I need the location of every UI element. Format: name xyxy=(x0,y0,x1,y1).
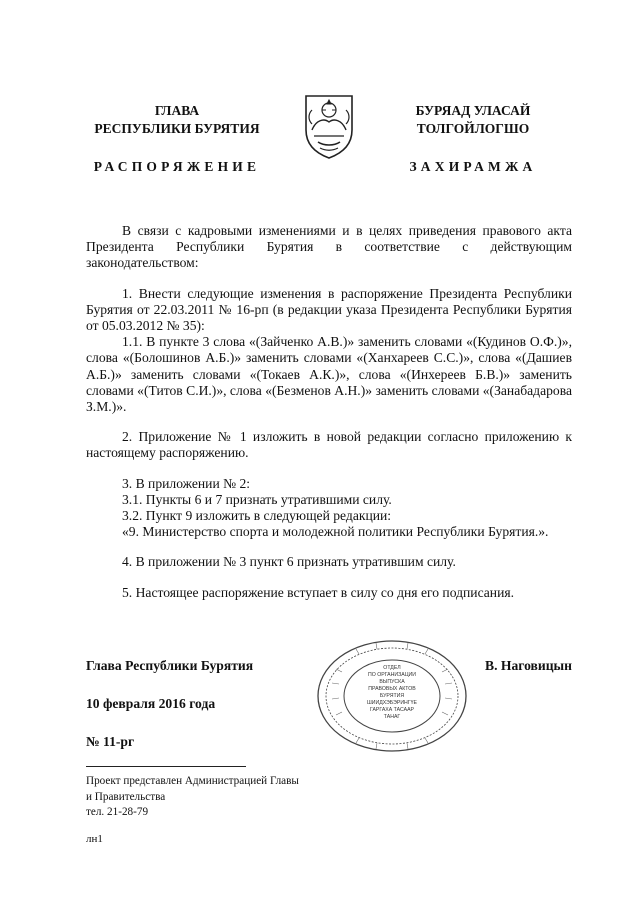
footer-phone: тел. 21-28-79 xyxy=(86,806,149,819)
header-right-title-line1: БУРЯАД УЛАСАЙ xyxy=(415,103,531,118)
preamble-paragraph: В связи с кадровыми изменениями и в целях приведения правового акта Президента Республики Бурятия в соответствие с действующим законодательством: xyxy=(86,223,572,271)
footer-code: лн1 xyxy=(86,833,103,845)
footer-line-1: Проект представлен Администрацией Главы xyxy=(86,775,299,787)
seal-line-1: ОТДЕЛ xyxy=(383,665,401,671)
coat-of-arms-icon xyxy=(300,90,358,160)
item-1: 1. Внести следующие изменения в распоряжение Президента Республики Бурятия от 22.03.2011 № 16-рп (в редакции указа Президента Республики Бурятия от 05.03.2012 № 35): xyxy=(86,285,572,334)
document-body xyxy=(86,223,572,601)
item-3: 3. В приложении № 2: xyxy=(122,475,251,491)
header-left-doc-type: РАСПОРЯЖЕНИЕ xyxy=(93,159,261,174)
header-left-title-line1: ГЛАВА xyxy=(154,103,200,118)
seal-line-7: ГАРГАХА ТАСААР xyxy=(369,707,415,713)
signature-date: 10 февраля 2016 года xyxy=(86,696,216,711)
seal-line-8: ТАНАГ xyxy=(383,714,401,720)
footer-note xyxy=(86,774,299,821)
signature-name: В. Наговицын xyxy=(485,658,572,673)
seal-line-4: ПРАВОВЫХ АКТОВ xyxy=(368,686,416,692)
header-left-title-line2: РЕСПУБЛИКИ БУРЯТИЯ xyxy=(94,121,260,136)
item-1-1: 1.1. В пункте 3 слова «(Зайченко А.В.)» заменить словами «(Кудинов О.Ф.)», слова «(Болошинов А.Б.)» заменить словами «(Ханхареев С.С.)», слова «(Дашиев А.Б.)» заменить словами «(Токаев А.К.)», слова «(Инхереев Б.В.)» заменить словами «(Титов С.И.)», слова «(Безменов А.Н.)» заменить словами «(Занабадарова З.М.)». xyxy=(86,334,572,415)
seal-line-6: ШИИДХЭБЭРИНГҮЕ xyxy=(367,700,417,706)
header-right-title-line2: ТОЛГОЙЛОГШО xyxy=(416,121,530,136)
seal-line-2: ПО ОРГАНИЗАЦИИ xyxy=(368,672,416,678)
item-2: 2. Приложение № 1 изложить в новой редакции согласно приложению к настоящему распоряжению. xyxy=(86,429,572,461)
item-5: 5. Настоящее распоряжение вступает в силу со дня его подписания. xyxy=(122,584,515,600)
document-number: № 11-рг xyxy=(86,734,135,749)
item-4: 4. В приложении № 3 пункт 6 признать утратившим силу. xyxy=(122,554,456,570)
official-seal-icon xyxy=(316,639,468,753)
header-right-doc-type: ЗАХИРАМЖА xyxy=(409,159,537,174)
signature-position: Глава Республики Бурятия xyxy=(86,658,254,673)
item-3-1: 3.1. Пункты 6 и 7 признать утратившими силу. xyxy=(122,491,392,507)
item-3-2-text: «9. Министерство спорта и молодежной политики Республики Бурятия.». xyxy=(122,524,549,540)
header-left xyxy=(72,102,282,176)
footer-line-2: и Правительства xyxy=(86,790,166,803)
item-3-2: 3.2. Пункт 9 изложить в следующей редакции: xyxy=(122,508,392,524)
seal-line-5: БУРЯТИЯ xyxy=(379,693,405,699)
header-right xyxy=(368,102,578,176)
seal-line-3: ВЫПУСКА xyxy=(379,679,405,685)
footer-rule xyxy=(86,766,246,767)
